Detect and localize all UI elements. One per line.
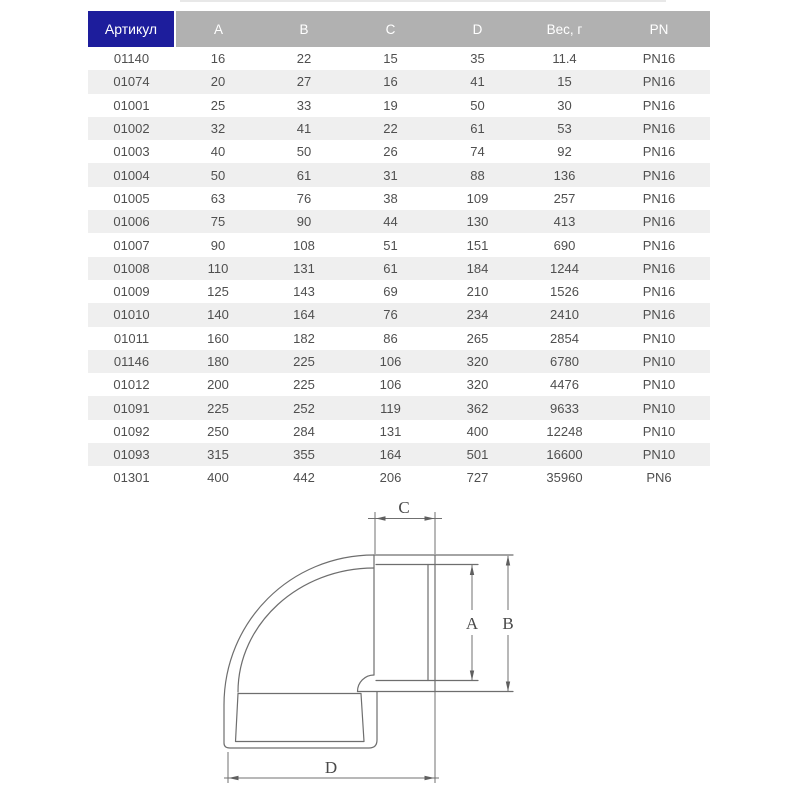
- table-row: [88, 70, 710, 93]
- table-cell: 41: [470, 74, 485, 90]
- table-cell: 690: [553, 237, 576, 253]
- column-header-pn: PN: [608, 11, 710, 47]
- table-cell: 16600: [546, 447, 583, 463]
- table-row: [88, 303, 710, 326]
- table-header: [88, 11, 710, 47]
- table-cell: 400: [466, 423, 489, 439]
- table-cell: 225: [293, 354, 315, 369]
- table-cell: 26: [383, 144, 398, 160]
- table-row: [88, 210, 710, 233]
- column-header-article: Артикул: [88, 11, 175, 47]
- table-cell: 01009: [113, 284, 150, 300]
- dim-c-arrow-right: [425, 516, 435, 520]
- table-row: [88, 327, 710, 350]
- table-cell: 20: [210, 74, 226, 90]
- table-cell: 76: [383, 307, 398, 323]
- table-cell: 151: [466, 237, 489, 253]
- table-cell: 180: [207, 354, 229, 369]
- table-cell: 01091: [113, 400, 150, 416]
- table-cell: 51: [383, 237, 398, 253]
- table-cell: PN10: [642, 400, 676, 416]
- table-cell: PN16: [642, 214, 676, 230]
- table-cell: 61: [383, 260, 398, 276]
- table-cell: 01007: [113, 237, 150, 253]
- table-cell: 01093: [113, 447, 150, 463]
- table-cell: 184: [466, 260, 489, 276]
- table-row: [88, 47, 710, 70]
- table-cell: 63: [210, 190, 226, 206]
- table-header-row: [88, 11, 710, 47]
- table-cell: 106: [379, 354, 402, 369]
- dim-label-d: D: [324, 758, 338, 777]
- table-cell: 442: [293, 470, 315, 486]
- table-cell: 140: [207, 307, 229, 323]
- table-row: [88, 280, 710, 303]
- table-cell: 69: [383, 284, 398, 300]
- table-cell: 362: [466, 400, 489, 416]
- table-row: [88, 466, 710, 489]
- table-cell: 1244: [550, 260, 579, 276]
- table-cell: 50: [296, 144, 312, 160]
- table-cell: 61: [470, 121, 485, 137]
- dim-d-arrow-right: [425, 776, 435, 780]
- table-cell: 75: [210, 214, 226, 230]
- table-cell: 225: [207, 400, 229, 416]
- table-cell: 41: [296, 121, 312, 137]
- table-body: [88, 47, 710, 490]
- table-cell: PN10: [642, 423, 676, 439]
- table-cell: 4476: [550, 377, 579, 393]
- table-cell: 30: [557, 97, 572, 113]
- table-cell: PN16: [642, 260, 676, 276]
- table-cell: 413: [553, 214, 576, 230]
- table-cell: 35960: [546, 470, 583, 486]
- table-cell: 15: [383, 51, 398, 67]
- table-cell: 12248: [546, 423, 583, 439]
- table-cell: 01001: [113, 97, 150, 113]
- table-cell: 19: [383, 97, 398, 113]
- table-row: [88, 443, 710, 466]
- table-row: [88, 94, 710, 117]
- table-cell: 136: [553, 167, 576, 183]
- table-cell: 1526: [550, 284, 579, 300]
- table-cell: 33: [296, 97, 312, 113]
- dim-c-arrow-left: [376, 516, 386, 520]
- table-cell: PN16: [642, 307, 676, 323]
- cropped-edge-artifact: [510, 0, 666, 2]
- dim-b-arrow-top: [506, 556, 510, 566]
- table-cell: 16: [210, 51, 226, 67]
- table-cell: PN16: [642, 284, 676, 300]
- table-cell: 01146: [113, 354, 150, 369]
- table-cell: 119: [380, 400, 401, 416]
- table-cell: 182: [293, 330, 315, 346]
- table-cell: 109: [466, 190, 489, 206]
- table-cell: 355: [293, 447, 315, 463]
- table-cell: PN16: [642, 51, 676, 67]
- table-cell: 206: [379, 470, 402, 486]
- table-cell: 53: [557, 121, 572, 137]
- table-cell: 164: [379, 447, 402, 463]
- table-cell: 2410: [550, 307, 579, 323]
- table-cell: PN16: [642, 121, 676, 137]
- column-header-c: C: [347, 11, 434, 47]
- table-cell: PN10: [642, 330, 676, 346]
- elbow-inner-arc: [238, 568, 374, 692]
- table-cell: PN16: [642, 97, 676, 113]
- table-cell: PN16: [642, 167, 676, 183]
- table-cell: 01005: [113, 190, 150, 206]
- table-cell: 210: [466, 284, 489, 300]
- table-cell: 320: [466, 354, 489, 369]
- table-cell: 44: [383, 214, 398, 230]
- column-header-weight: Вес, г: [521, 11, 608, 47]
- table-cell: 106: [379, 377, 402, 393]
- table-cell: PN16: [642, 74, 676, 90]
- table-cell: 01006: [113, 214, 150, 230]
- table-cell: 143: [293, 284, 315, 300]
- table-cell: 50: [210, 167, 226, 183]
- table-cell: 01002: [113, 121, 150, 137]
- table-cell: 31: [383, 167, 398, 183]
- table-cell: 01011: [113, 330, 150, 346]
- table-cell: 86: [383, 330, 398, 346]
- table-cell: 61: [296, 167, 312, 183]
- table-cell: 74: [470, 144, 485, 160]
- table-cell: 90: [296, 214, 312, 230]
- table-cell: 01008: [113, 260, 150, 276]
- table-cell: 257: [553, 190, 576, 206]
- table-row: [88, 396, 710, 419]
- dimensions-table: [88, 11, 710, 490]
- table-cell: 25: [210, 97, 226, 113]
- cropped-edge-artifact: [180, 0, 530, 2]
- table-cell: 164: [293, 307, 315, 323]
- table-cell: 01074: [113, 74, 150, 90]
- table-cell: 15: [557, 74, 572, 90]
- table-row: [88, 233, 710, 256]
- dim-label-a: A: [465, 614, 479, 633]
- table-cell: 01004: [113, 167, 150, 183]
- table-cell: 22: [296, 51, 312, 67]
- table-cell: 315: [207, 447, 229, 463]
- table-cell: 11.4: [552, 51, 577, 67]
- step-fillet: [358, 675, 375, 692]
- dim-label-c: C: [398, 498, 410, 517]
- elbow-technical-drawing: [150, 490, 550, 800]
- table-cell: 01301: [113, 470, 150, 486]
- table-cell: PN10: [642, 354, 676, 369]
- table-cell: 225: [293, 377, 315, 393]
- table-cell: 76: [296, 190, 312, 206]
- table-cell: 125: [207, 284, 229, 300]
- table-cell: 01092: [113, 423, 150, 439]
- table-cell: 38: [383, 190, 398, 206]
- table-cell: PN6: [646, 470, 672, 486]
- column-header-d: D: [434, 11, 521, 47]
- dim-label-b: B: [502, 614, 514, 633]
- table-row: [88, 257, 710, 280]
- dim-a-arrow-top: [470, 565, 474, 575]
- table-cell: 108: [293, 237, 315, 253]
- table-cell: 27: [296, 74, 312, 90]
- dim-a-arrow-bottom: [470, 671, 474, 681]
- table-cell: 501: [466, 447, 489, 463]
- table-cell: 35: [470, 51, 485, 67]
- table-cell: 320: [466, 377, 489, 393]
- table-cell: 727: [466, 470, 489, 486]
- table-cell: 265: [466, 330, 489, 346]
- table-cell: 284: [293, 423, 315, 439]
- table-cell: 130: [466, 214, 489, 230]
- table-cell: 234: [466, 307, 489, 323]
- table-cell: PN10: [642, 447, 676, 463]
- table-cell: 160: [207, 330, 229, 346]
- table-cell: 92: [557, 144, 572, 160]
- table-cell: 6780: [550, 354, 579, 369]
- elbow-outer-profile: [224, 555, 377, 748]
- column-header-b: B: [261, 11, 347, 47]
- table-cell: 200: [207, 377, 229, 393]
- table-cell: PN16: [642, 237, 676, 253]
- table-row: [88, 420, 710, 443]
- table-cell: 110: [207, 260, 229, 276]
- table-row: [88, 140, 710, 163]
- table-cell: 01012: [113, 377, 150, 393]
- table-row: [88, 187, 710, 210]
- table-cell: 2854: [550, 330, 579, 346]
- table-row: [88, 117, 710, 140]
- table-cell: 01140: [113, 51, 150, 67]
- table-cell: 40: [210, 144, 226, 160]
- column-header-a: A: [175, 11, 261, 47]
- table-row: [88, 350, 710, 373]
- table-cell: PN10: [642, 377, 676, 393]
- table-cell: 88: [470, 167, 485, 183]
- table-cell: 250: [207, 423, 229, 439]
- table-row: [88, 373, 710, 396]
- table-cell: 400: [207, 470, 229, 486]
- table-cell: 16: [383, 74, 398, 90]
- elbow-drawing-svg: [150, 490, 550, 800]
- dim-d-arrow-left: [229, 776, 239, 780]
- table-cell: PN16: [642, 144, 676, 160]
- table-cell: PN16: [642, 190, 676, 206]
- table-cell: 22: [383, 121, 398, 137]
- table-row: [88, 163, 710, 186]
- table-cell: 01003: [113, 144, 150, 160]
- table-cell: 32: [210, 121, 226, 137]
- table-cell: 9633: [550, 400, 579, 416]
- table-cell: 131: [379, 423, 402, 439]
- table-cell: 131: [293, 260, 315, 276]
- dim-b-arrow-bottom: [506, 682, 510, 692]
- bottom-bore: [236, 694, 365, 742]
- table-cell: 252: [293, 400, 315, 416]
- table-cell: 01010: [113, 307, 150, 323]
- table-cell: 50: [470, 97, 485, 113]
- table-cell: 90: [210, 237, 226, 253]
